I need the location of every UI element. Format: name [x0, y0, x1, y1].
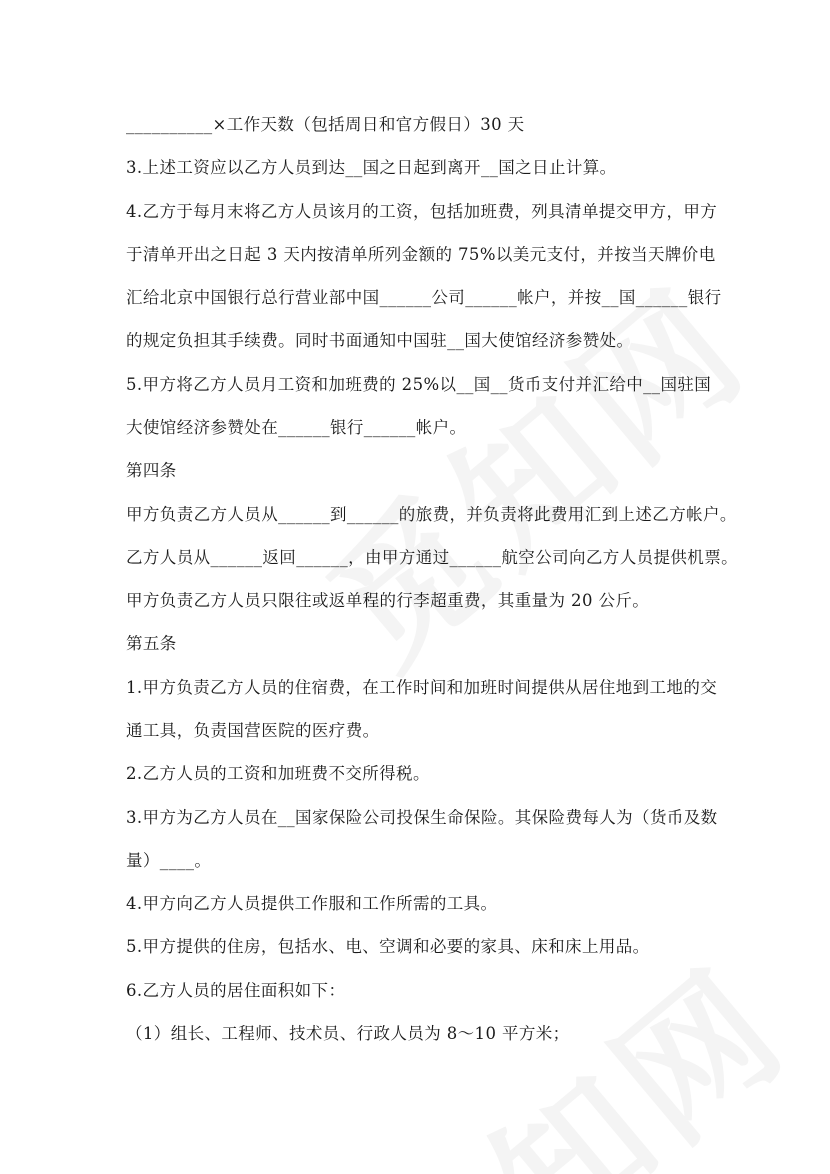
- text-line: 3.甲方为乙方人员在__国家保险公司投保生命保险。其保险费每人为（货币及数: [126, 808, 718, 827]
- text-line: __________×工作天数（包括周日和官方假日）30 天: [126, 115, 525, 134]
- text-line: （1）组长、工程师、技术员、行政人员为 8～10 平方米；: [126, 1024, 570, 1043]
- text-line: 3.上述工资应以乙方人员到达__国之日起到离开__国之日止计算。: [126, 158, 617, 177]
- text-line: 量）____。: [126, 851, 212, 870]
- text-line: 4.甲方向乙方人员提供工作服和工作所需的工具。: [126, 894, 498, 913]
- text-line: 6.乙方人员的居住面积如下：: [126, 981, 346, 1000]
- text-line: 5.甲方提供的住房，包括水、电、空调和必要的家具、床和床上用品。: [126, 937, 650, 956]
- text-line: 甲方负责乙方人员只限往或返单程的行李超重费，其重量为 20 公斤。: [126, 591, 650, 610]
- section-heading: 第四条: [126, 461, 177, 480]
- section-heading: 第五条: [126, 634, 177, 653]
- text-line: 5.甲方将乙方人员月工资和加班费的 25%以__国__货币支付并汇给中__国驻国: [126, 375, 712, 394]
- text-line: 于清单开出之日起 3 天内按清单所列金额的 75%以美元支付，并按当天牌价电: [126, 245, 716, 264]
- text-line: 汇给北京中国银行总行营业部中国______公司______帐户，并按__国______银行: [126, 288, 722, 307]
- text-line: 甲方负责乙方人员从______到______的旅费，并负责将此费用汇到上述乙方帐户。: [126, 505, 737, 524]
- text-line: 乙方人员从______返回______，由甲方通过______航空公司向乙方人员提供机票。: [126, 548, 738, 567]
- text-line: 1.甲方负责乙方人员的住宿费，在工作时间和加班时间提供从居住地到工地的交: [126, 678, 718, 697]
- text-line: 通工具，负责国营医院的医疗费。: [126, 721, 380, 740]
- text-line: 的规定负担其手续费。同时书面通知中国驻__国大使馆经济参赞处。: [126, 331, 634, 350]
- text-line: 2.乙方人员的工资和加班费不交所得税。: [126, 764, 430, 783]
- text-line: 大使馆经济参赞处在______银行______帐户。: [126, 418, 467, 437]
- text-line: 4.乙方于每月末将乙方人员该月的工资，包括加班费，列具清单提交甲方，甲方: [126, 202, 718, 221]
